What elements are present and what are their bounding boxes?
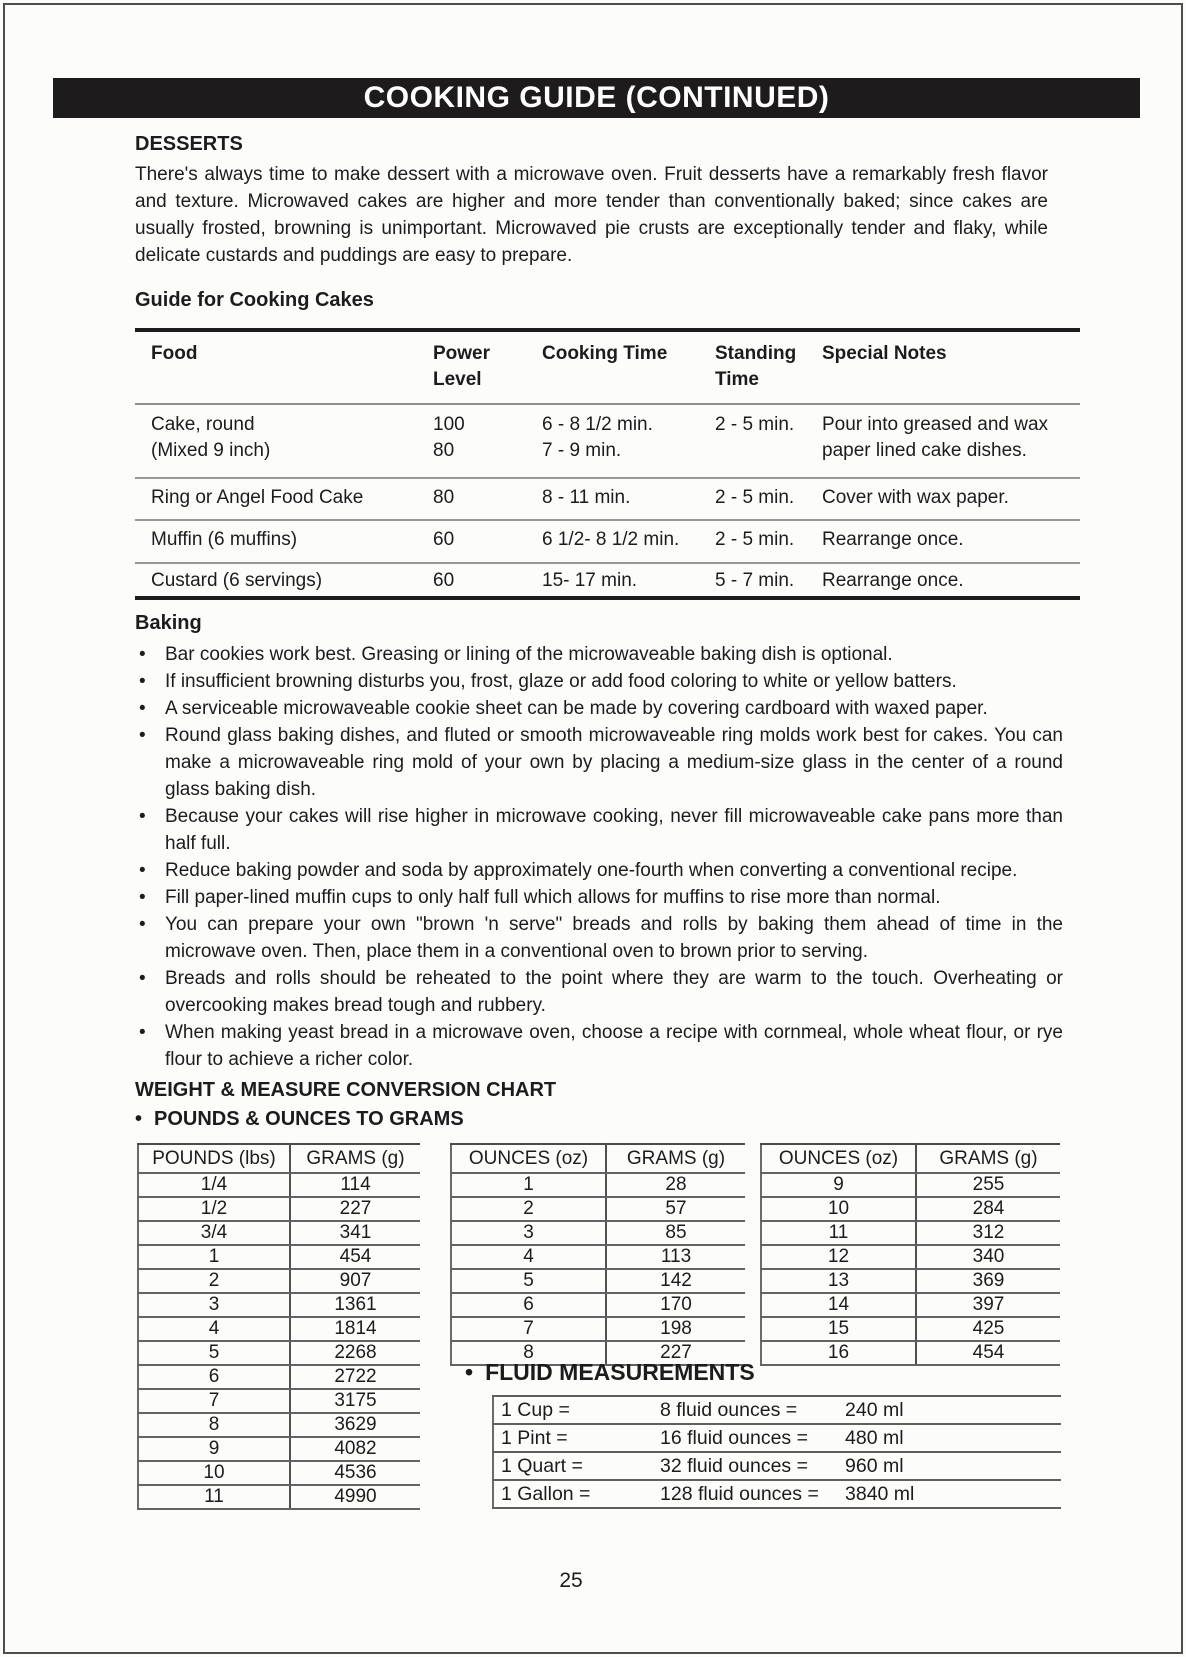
table-row: 1 Cup = 8 fluid ounces = 240 ml — [493, 1396, 1061, 1424]
table-row: 1/4 114 — [138, 1173, 420, 1197]
page-header-bar — [53, 78, 1140, 118]
cell-power-level: 80 — [433, 487, 455, 508]
cell-special-notes: Pour into greased and wax paper lined cake dishes. — [822, 414, 1049, 461]
cell-standing-time: 2 - 5 min. — [715, 414, 795, 435]
col-header-food: Food — [151, 343, 198, 364]
bullet-marker: • — [139, 806, 146, 827]
cell-power-level: 60 — [433, 570, 455, 591]
table-row: 5 142 — [451, 1269, 745, 1293]
list-item: • Breads and rolls should be reheated to the point where they are warm to the touch. Overheating or overcooking makes bread tough and rubbery. — [135, 965, 1063, 1019]
table-row: 3 85 — [451, 1221, 745, 1245]
table-row: 2 907 — [138, 1269, 420, 1293]
table-row: 2 57 — [451, 1197, 745, 1221]
cell-special-notes: Rearrange once. — [822, 529, 964, 550]
bullet-marker: • — [465, 1359, 474, 1385]
cell-standing-time: 2 - 5 min. — [715, 487, 795, 508]
list-item: • Because your cakes will rise higher in microwave cooking, never fill microwaveable cake pans more than half full. — [135, 803, 1063, 857]
cell-cooking-time: 8 - 11 min. — [542, 487, 631, 508]
table-row: 5 2268 — [138, 1341, 420, 1365]
table-row: 1 28 — [451, 1173, 745, 1197]
table-row: 6 2722 — [138, 1365, 420, 1389]
table-row: 7 3175 — [138, 1389, 420, 1413]
bullet-marker: • — [139, 914, 146, 935]
table-row — [135, 479, 1080, 521]
table-row: 8 3629 — [138, 1413, 420, 1437]
table-row: 13 369 — [761, 1269, 1060, 1293]
cell-food: Ring or Angel Food Cake — [151, 487, 364, 508]
cooking-cakes-table — [135, 328, 1080, 600]
table-row: 15 425 — [761, 1317, 1060, 1341]
list-item: • A serviceable microwaveable cookie sheet can be made by covering cardboard with waxed paper. — [135, 695, 1063, 722]
fluid-measurements-section — [465, 1359, 1062, 1509]
list-item: • You can prepare your own "brown 'n serve" breads and rolls by baking them ahead of time in the microwave oven. Then, place them in a conventional oven to brown prior to serving. — [135, 911, 1063, 965]
fluid-measurements-table — [492, 1395, 1061, 1509]
table-row: 1 Gallon = 128 fluid ounces = 3840 ml — [493, 1480, 1061, 1508]
col-header-power-level: Power Level — [433, 343, 491, 390]
table-row: 1 Quart = 32 fluid ounces = 960 ml — [493, 1452, 1061, 1480]
conversion-tables-area — [135, 1143, 1080, 1515]
col-header-grams: GRAMS (g) — [916, 1144, 1060, 1173]
cell-cooking-time: 6 1/2- 8 1/2 min. — [542, 529, 680, 550]
cell-food: Cake, round (Mixed 9 inch) — [151, 414, 271, 461]
list-item: • Reduce baking powder and soda by approximately one-fourth when converting a conventional recipe. — [135, 857, 1063, 884]
cell-power-level: 60 — [433, 529, 455, 550]
list-item: • Bar cookies work best. Greasing or lining of the microwaveable baking dish is optional. — [135, 641, 1063, 668]
table-row: 11 4990 — [138, 1485, 420, 1509]
table-row: 14 397 — [761, 1293, 1060, 1317]
cakes-table-header-row — [135, 332, 1080, 405]
table-row: 12 340 — [761, 1245, 1060, 1269]
ounces-to-grams-table-1 — [450, 1143, 745, 1366]
bullet-marker: • — [139, 644, 146, 665]
cakes-table-body — [135, 405, 1080, 596]
table-header-row — [138, 1144, 420, 1173]
table-row: 7 198 — [451, 1317, 745, 1341]
table-row: 1/2 227 — [138, 1197, 420, 1221]
cakes-table-title: Guide for Cooking Cakes — [135, 289, 374, 311]
list-item: • Round glass baking dishes, and fluted or smooth microwaveable ring molds work best for cakes. You can make a microwaveable ring mold of your own by placing a medium-size glass in the center of a round glass baking dish. — [135, 722, 1063, 803]
table-row: 8 227 — [451, 1341, 745, 1365]
table-row: 16 454 — [761, 1341, 1060, 1365]
col-header-standing-time: Standing Time — [715, 343, 797, 390]
list-item: • Fill paper-lined muffin cups to only half full which allows for muffins to rise more than normal. — [135, 884, 1063, 911]
cell-power-level: 100 80 — [433, 414, 465, 461]
fluid-measurements-heading: • FLUID MEASUREMENTS — [465, 1359, 755, 1385]
bullet-marker: • — [139, 860, 146, 881]
cell-special-notes: Cover with wax paper. — [822, 487, 1009, 508]
conversion-chart-heading: WEIGHT & MEASURE CONVERSION CHART — [135, 1079, 557, 1101]
table-row: 1 454 — [138, 1245, 420, 1269]
col-header-special-notes: Special Notes — [822, 343, 947, 364]
table-header-row — [451, 1144, 745, 1173]
table-row: 9 4082 — [138, 1437, 420, 1461]
ounces-to-grams-table-2 — [760, 1143, 1060, 1366]
table-row: 4 1814 — [138, 1317, 420, 1341]
table-row: 10 4536 — [138, 1461, 420, 1485]
col-header-pounds: POUNDS (lbs) — [138, 1144, 290, 1173]
list-item: • If insufficient browning disturbs you, frost, glaze or add food coloring to white or yellow batters. — [135, 668, 1063, 695]
desserts-heading: DESSERTS — [135, 133, 243, 155]
table-header-row — [761, 1144, 1060, 1173]
bullet-marker: • — [139, 887, 146, 908]
cell-food: Muffin (6 muffins) — [151, 529, 298, 550]
col-header-ounces: OUNCES (oz) — [761, 1144, 916, 1173]
cell-food: Custard (6 servings) — [151, 570, 323, 591]
table-row — [135, 564, 1080, 596]
list-item: • When making yeast bread in a microwave oven, choose a recipe with cornmeal, whole wheat flour, or rye flour to achieve a richer color. — [135, 1019, 1063, 1073]
bullet-marker: • — [139, 671, 146, 692]
page-title: COOKING GUIDE (CONTINUED) — [363, 81, 830, 114]
pounds-ounces-subheading: • POUNDS & OUNCES TO GRAMS — [135, 1108, 464, 1130]
col-header-ounces: OUNCES (oz) — [451, 1144, 606, 1173]
baking-heading: Baking — [135, 612, 202, 634]
col-header-cooking-time: Cooking Time — [542, 343, 668, 364]
page-number: 25 — [559, 1569, 583, 1592]
table-row: 11 312 — [761, 1221, 1060, 1245]
table-row — [135, 405, 1080, 479]
page-content — [135, 126, 1080, 1593]
table-row: 1 Pint = 16 fluid ounces = 480 ml — [493, 1424, 1061, 1452]
table-row: 3 1361 — [138, 1293, 420, 1317]
table-row — [135, 521, 1080, 564]
table-row: 4 113 — [451, 1245, 745, 1269]
cell-special-notes: Rearrange once. — [822, 570, 964, 591]
table-row: 3/4 341 — [138, 1221, 420, 1245]
bullet-marker: • — [139, 698, 146, 719]
col-header-grams: GRAMS (g) — [290, 1144, 420, 1173]
baking-bullet-list — [135, 641, 1080, 1073]
table-row: 9 255 — [761, 1173, 1060, 1197]
cell-standing-time: 2 - 5 min. — [715, 529, 795, 550]
cell-cooking-time: 15- 17 min. — [542, 570, 638, 591]
bullet-marker: • — [139, 725, 146, 746]
col-header-grams: GRAMS (g) — [606, 1144, 745, 1173]
cell-cooking-time: 6 - 8 1/2 min. 7 - 9 min. — [542, 414, 653, 461]
pounds-to-grams-table — [137, 1143, 420, 1510]
bullet-marker: • — [139, 968, 146, 989]
cell-standing-time: 5 - 7 min. — [715, 570, 795, 591]
desserts-paragraph: There's always time to make dessert with a microwave oven. Fruit desserts have a remarkably fresh flavor and texture. Microwaved cakes are higher and more tender than conventionally baked; since cakes are usually frosted, browning is unimportant. Microwaved pie crusts are exceptionally tender and flaky, while delicate custards and puddings are easy to prepare. — [135, 164, 1048, 266]
bullet-marker: • — [139, 1022, 146, 1043]
bullet-marker: • — [135, 1108, 143, 1130]
table-row: 6 170 — [451, 1293, 745, 1317]
table-row: 10 284 — [761, 1197, 1060, 1221]
